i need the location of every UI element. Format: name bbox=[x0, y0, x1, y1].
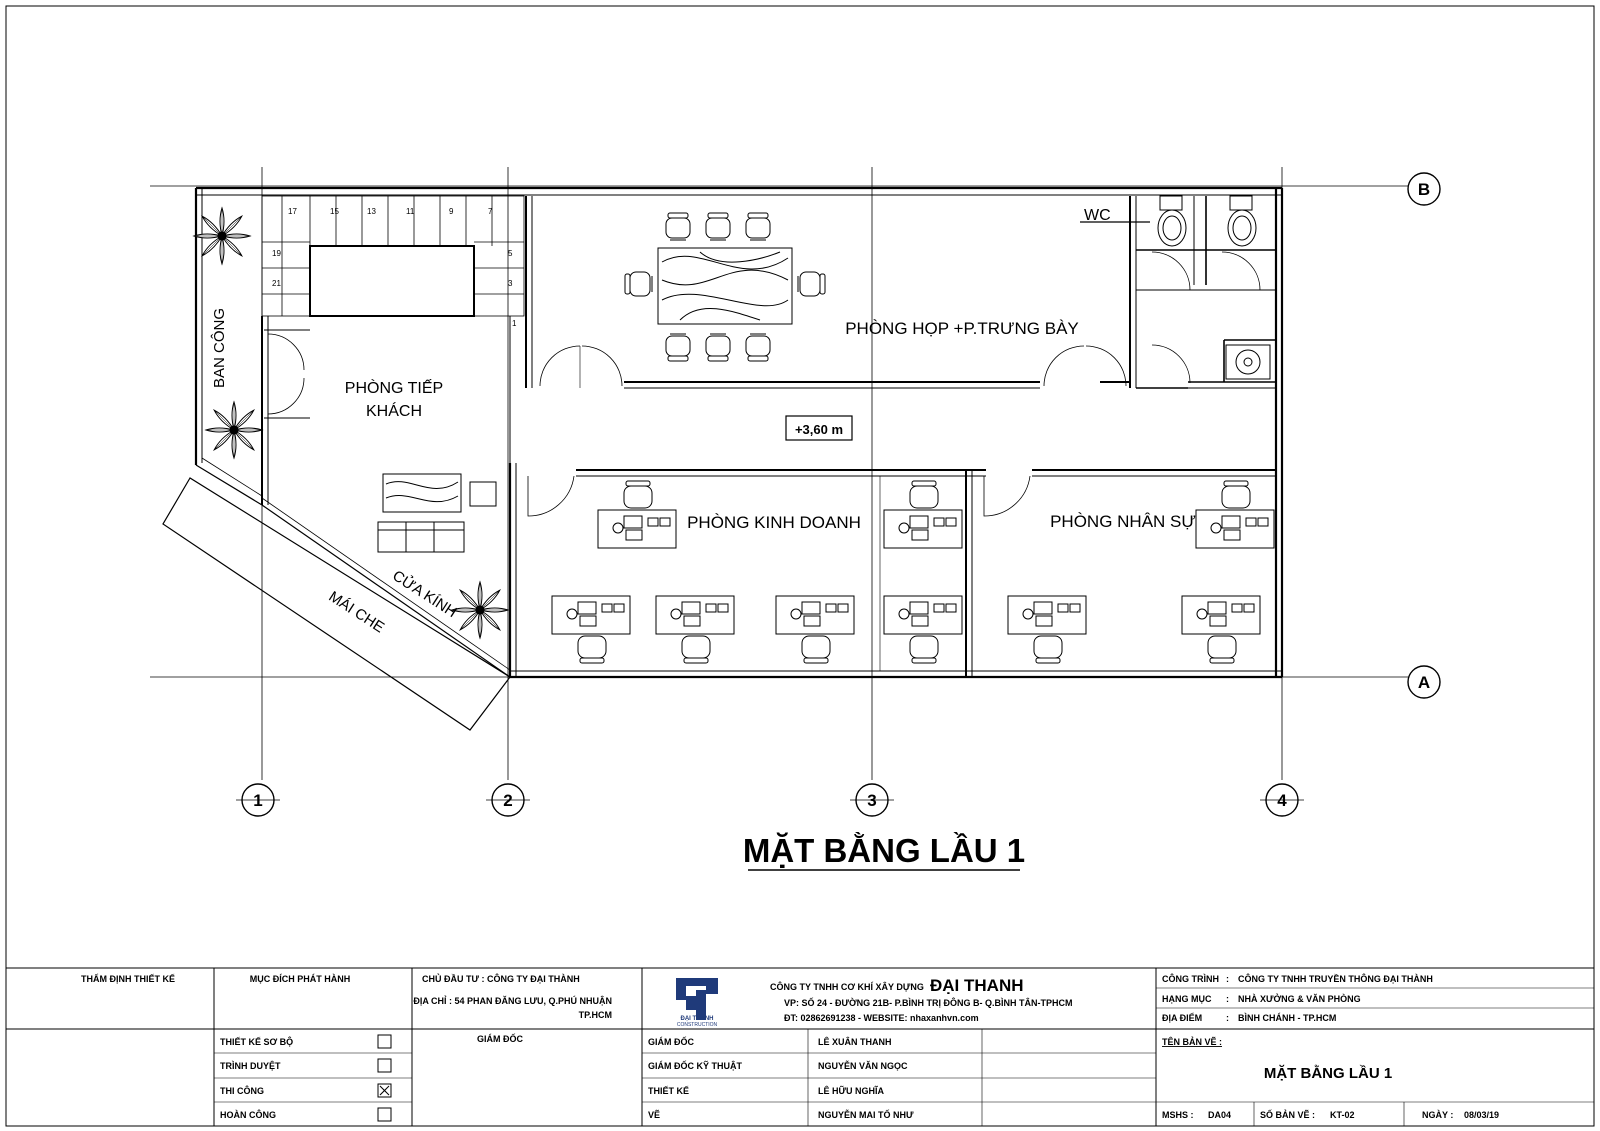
purpose-thi-cong: THI CÔNG bbox=[220, 1086, 264, 1096]
company-logo bbox=[676, 978, 718, 1028]
cong-trinh-colon: : bbox=[1226, 974, 1229, 984]
stair-step-13: 13 bbox=[367, 207, 376, 216]
staff-name-2: LÊ HỮU NGHĨA bbox=[818, 1086, 884, 1096]
so-ban-ve-label: SỐ BẢN VẼ : bbox=[1260, 1110, 1316, 1120]
stair-step-3: 3 bbox=[508, 279, 513, 288]
grid-lines bbox=[150, 167, 1410, 780]
dia-chi-2: TP.HCM bbox=[578, 1010, 612, 1020]
grid-label-b: B bbox=[1417, 180, 1431, 199]
office-chair bbox=[910, 481, 938, 508]
level-mark: +3,60 m bbox=[794, 422, 844, 437]
logo-text-1: ĐẠI THANH bbox=[680, 1016, 714, 1022]
stair-step-7: 7 bbox=[488, 207, 493, 216]
phong-kinh-doanh-label: PHÒNG KINH DOANH bbox=[687, 513, 861, 532]
checkbox-thiet-ke-so-bo[interactable] bbox=[378, 1035, 391, 1048]
stair-step-19: 19 bbox=[272, 249, 281, 258]
drawing-title: MẶT BẰNG LẦU 1 bbox=[742, 832, 1026, 869]
office-chair bbox=[624, 481, 652, 508]
sheet-border bbox=[6, 6, 1594, 1126]
company-name: ĐẠI THANH bbox=[930, 976, 1024, 995]
office-chair bbox=[682, 636, 710, 663]
purpose-trinh-duyet: TRÌNH DUYỆT bbox=[220, 1061, 281, 1071]
meeting-room-walls bbox=[526, 196, 1136, 388]
desk-workstation bbox=[776, 596, 854, 663]
meeting-chair bbox=[746, 213, 770, 240]
grid-bubbles bbox=[236, 173, 1440, 816]
wc-label: WC bbox=[1084, 207, 1111, 224]
desk-workstation bbox=[1008, 596, 1086, 663]
stair-step-17: 17 bbox=[288, 207, 297, 216]
phong-nhan-su-label: PHÒNG NHÂN SỰ bbox=[1050, 512, 1196, 531]
so-ban-ve-value: KT-02 bbox=[1330, 1110, 1355, 1120]
desks bbox=[552, 481, 1274, 663]
desk-workstation bbox=[884, 481, 962, 548]
meeting-chair bbox=[798, 272, 825, 296]
staff-name-3: NGUYỄN MAI TỐ NHƯ bbox=[818, 1110, 914, 1120]
dia-diem-value: BÌNH CHÁNH - TP.HCM bbox=[1238, 1013, 1337, 1023]
office-chair bbox=[578, 636, 606, 663]
phong-tiep-khach-label-1: PHÒNG TIẾP bbox=[344, 380, 444, 397]
dia-diem-colon: : bbox=[1226, 1013, 1229, 1023]
phong-hop-label: PHÒNG HỌP +P.TRƯNG BÀY bbox=[845, 319, 1079, 338]
desk-workstation bbox=[552, 596, 630, 663]
floor-plan bbox=[150, 167, 1440, 816]
desk-workstation bbox=[598, 481, 676, 548]
staff-name-1: NGUYỄN VĂN NGỌC bbox=[818, 1061, 908, 1071]
muc-dich-label: MỤC ĐÍCH PHÁT HÀNH bbox=[249, 974, 351, 984]
stair-step-5: 5 bbox=[508, 249, 513, 258]
stair-step-11: 11 bbox=[406, 207, 415, 216]
cong-trinh-value: CÔNG TY TNHH TRUYỀN THÔNG ĐẠI THÀNH bbox=[1238, 974, 1433, 984]
office-chair bbox=[1034, 636, 1062, 663]
ngay-value: 08/03/19 bbox=[1464, 1110, 1500, 1120]
meeting-chairs bbox=[625, 213, 825, 361]
purpose-thiet-ke-so-bo: THIẾT KẾ SƠ BỘ bbox=[220, 1037, 294, 1047]
stair-step-9: 9 bbox=[449, 207, 454, 216]
office-chair bbox=[802, 636, 830, 663]
stair-step-21: 21 bbox=[272, 279, 281, 288]
staff-role-3: VẼ bbox=[648, 1110, 661, 1120]
stair-step-1: 1 bbox=[512, 319, 517, 328]
ten-ban-ve-label: TÊN BẢN VẼ : bbox=[1162, 1037, 1223, 1047]
hang-muc-colon: : bbox=[1226, 994, 1229, 1004]
staff-role-0: GIÁM ĐỐC bbox=[648, 1037, 694, 1047]
office-chair bbox=[1208, 636, 1236, 663]
grid-label-4: 4 bbox=[1277, 791, 1287, 810]
staircase bbox=[262, 196, 524, 316]
hang-muc-label: HẠNG MỤC bbox=[1162, 994, 1212, 1004]
meeting-table bbox=[658, 248, 792, 324]
meeting-chair bbox=[666, 213, 690, 240]
company-prefix: CÔNG TY TNHH CƠ KHÍ XÂY DỰNG bbox=[770, 982, 924, 992]
plant-icon bbox=[194, 208, 250, 264]
cong-trinh-label: CÔNG TRÌNH bbox=[1162, 974, 1219, 984]
office-chair bbox=[1222, 481, 1250, 508]
cua-kinh-label: CỬA KÍNH bbox=[389, 567, 460, 622]
grid-label-2: 2 bbox=[503, 791, 513, 810]
wc-block bbox=[1080, 196, 1276, 388]
grid-label-1: 1 bbox=[253, 791, 263, 810]
giam-doc-signature-label: GIÁM ĐỐC bbox=[477, 1034, 523, 1044]
company-contact: ĐT: 02862691238 - WEBSITE: nhaxanhvn.com bbox=[784, 1013, 979, 1023]
mshs-label: MSHS : bbox=[1162, 1110, 1194, 1120]
plant-icon bbox=[452, 582, 508, 638]
plant-icon bbox=[206, 402, 262, 458]
meeting-chair bbox=[746, 334, 770, 361]
stair-step-15: 15 bbox=[330, 207, 339, 216]
reception-furniture bbox=[378, 474, 496, 552]
logo-text-2: CONSTRUCTION bbox=[676, 1022, 718, 1028]
ban-cong-label: BAN CÔNG bbox=[211, 307, 228, 389]
checkbox-trinh-duyet[interactable] bbox=[378, 1059, 391, 1072]
staff-role-1: GIÁM ĐỐC KỸ THUẬT bbox=[648, 1061, 742, 1071]
meeting-chair bbox=[706, 334, 730, 361]
dia-chi-1: ĐỊA CHỈ : 54 PHAN ĐĂNG LƯU, Q.PHÚ NHUẬN bbox=[413, 996, 612, 1006]
office-walls bbox=[528, 470, 1276, 677]
desk-workstation bbox=[884, 596, 962, 663]
checkbox-hoan-cong[interactable] bbox=[378, 1108, 391, 1121]
desk-workstation bbox=[1182, 596, 1260, 663]
ngay-label: NGÀY : bbox=[1422, 1110, 1454, 1120]
plants bbox=[194, 208, 508, 638]
chu-dau-tu: CHỦ ĐẦU TƯ : CÔNG TY ĐẠI THÀNH bbox=[422, 974, 580, 984]
hang-muc-value: NHÀ XƯỞNG & VĂN PHÒNG bbox=[1238, 994, 1361, 1004]
grid-label-3: 3 bbox=[867, 791, 877, 810]
desk-workstation bbox=[656, 596, 734, 663]
tham-dinh-label: THẨM ĐỊNH THIẾT KẾ bbox=[81, 974, 175, 984]
toilet-fixtures bbox=[1158, 196, 1270, 379]
staff-role-2: THIẾT KẾ bbox=[648, 1086, 690, 1096]
desk-workstation bbox=[1196, 481, 1274, 548]
grid-label-a: A bbox=[1417, 673, 1431, 692]
phong-tiep-khach-label-2: KHÁCH bbox=[365, 403, 423, 420]
mshs-value: DA04 bbox=[1208, 1110, 1232, 1120]
company-address: VP: SỐ 24 - ĐƯỜNG 21B- P.BÌNH TRỊ ĐÔNG B- Q.BÌNH TÂN-TPHCM bbox=[784, 998, 1073, 1008]
dia-diem-label: ĐỊA ĐIỂM bbox=[1162, 1013, 1203, 1023]
purpose-hoan-cong: HOÀN CÔNG bbox=[220, 1110, 276, 1120]
ten-ban-ve-value: MẶT BẰNG LẦU 1 bbox=[1263, 1065, 1393, 1082]
meeting-chair bbox=[625, 272, 652, 296]
staff-name-0: LÊ XUÂN THANH bbox=[818, 1037, 892, 1047]
meeting-chair bbox=[706, 213, 730, 240]
meeting-chair bbox=[666, 334, 690, 361]
office-chair bbox=[910, 636, 938, 663]
mai-che-label: MÁI CHE bbox=[325, 588, 388, 637]
